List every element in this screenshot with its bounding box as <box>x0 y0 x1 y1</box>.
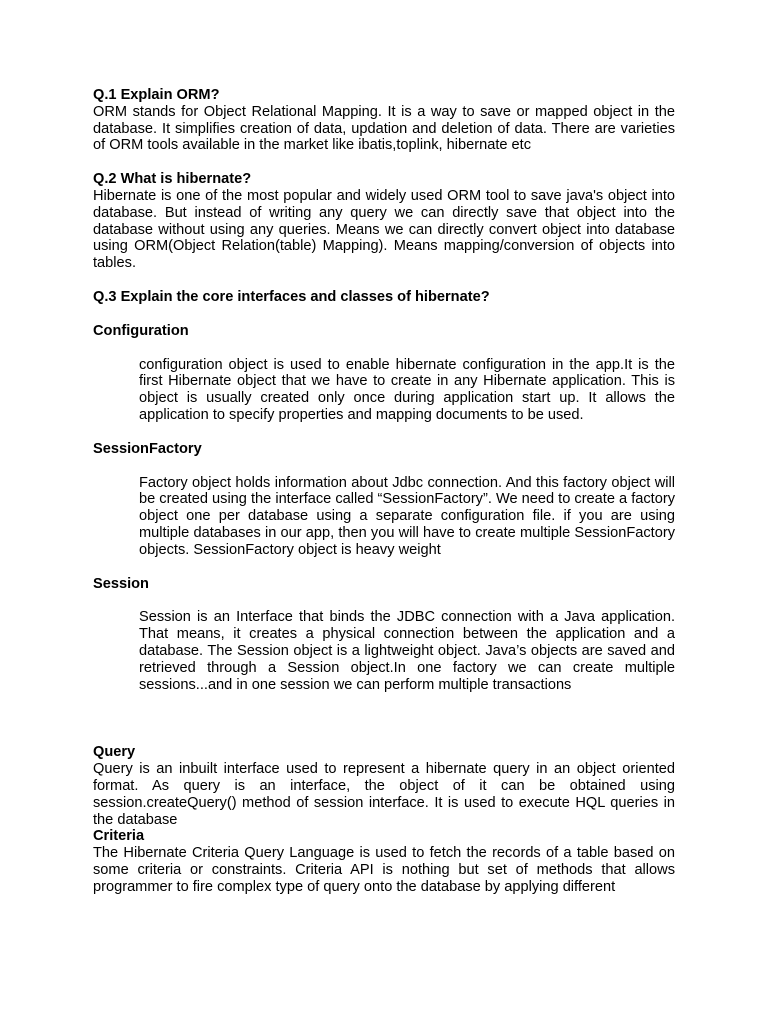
q1-heading: Q.1 Explain ORM? <box>93 87 220 103</box>
spacer <box>93 340 675 357</box>
section-session-factory <box>93 441 675 559</box>
session-body: Session is an Interface that binds the JDBC connection with a Java application. That means, it creates a physical connection between the application and a database. The Session object is a lightweight object. Java’s objects are saved and retrieved through a Session object.In one factory we can create multiple sessions...and in one session we can perform multiple transactions <box>139 609 675 693</box>
spacer <box>93 306 675 323</box>
spacer <box>93 693 675 744</box>
session-heading: Session <box>93 575 149 592</box>
q2-body: Hibernate is one of the most popular and widely used ORM tool to save java's object into database. But instead of writing any query we can directly save that object into the database without using any queries. Means we can directly convert object into database using ORM(Object Relation(table) Mapping). Means mapping/conversion of objects into tables. <box>93 187 675 272</box>
spacer <box>93 424 675 441</box>
section-q3 <box>93 289 675 306</box>
spacer <box>93 272 675 289</box>
q2-heading: Q.2 What is hibernate? <box>93 171 252 188</box>
spacer <box>93 592 675 609</box>
document-page <box>93 87 675 895</box>
section-query <box>93 744 675 828</box>
section-q1 <box>93 87 675 154</box>
spacer <box>93 458 675 475</box>
spacer <box>93 559 675 576</box>
section-criteria <box>93 828 675 895</box>
section-configuration <box>93 323 675 424</box>
query-body: Query is an inbuilt interface used to represent a hibernate query in an object oriented format. As query is an interface, the object of it can be obtained using session.createQuery() method of session interface. It is used to execute HQL queries in the database <box>93 761 675 828</box>
section-session <box>93 576 675 694</box>
session-factory-body: Factory object holds information about Jdbc connection. And this factory object will be created using the interface called “SessionFactory”. We need to create a factory object one per database using a separate configuration file. if you are using multiple databases in our app, then you will have to create multiple SessionFactory objects. SessionFactory object is heavy weight <box>139 474 675 558</box>
criteria-body: The Hibernate Criteria Query Language is used to fetch the records of a table based on some criteria or constraints. Criteria API is nothing but set of methods that allows programmer to fire complex type of query onto the database by applying different <box>93 845 675 895</box>
criteria-heading: Criteria <box>93 828 145 845</box>
query-heading: Query <box>93 744 136 761</box>
configuration-heading: Configuration <box>93 322 189 339</box>
spacer <box>93 154 675 171</box>
session-factory-heading: SessionFactory <box>93 440 202 457</box>
q3-heading: Q.3 Explain the core interfaces and classes of hibernate? <box>93 288 490 305</box>
section-q2 <box>93 171 675 272</box>
q1-body: ORM stands for Object Relational Mapping. It is a way to save or mapped object in the database. It simplifies creation of data, updation and deletion of data. There are varieties of ORM tools available in the market like ibatis,toplink, hibernate etc <box>93 103 675 154</box>
configuration-body: configuration object is used to enable hibernate configuration in the app.It is the first Hibernate object that we have to create in any Hibernate application. This is object is usually created only once during application start up. It allows the application to specify properties and mapping documents to be used. <box>139 356 675 423</box>
